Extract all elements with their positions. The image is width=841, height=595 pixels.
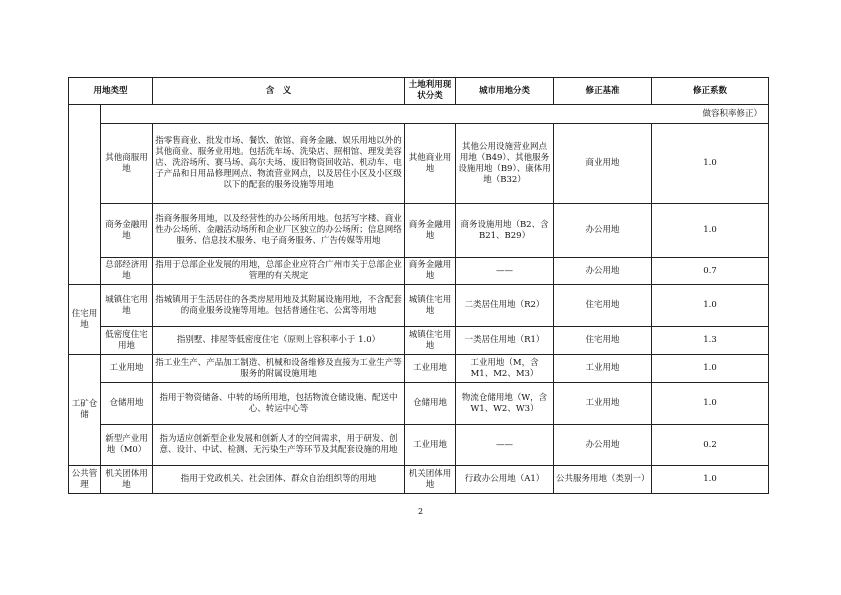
row-urban-class: —— [456, 425, 554, 466]
table-row [69, 425, 769, 466]
row-type: 城镇住宅用地 [101, 285, 153, 327]
header-current-class: 土地利用现状分类 [405, 78, 456, 105]
table-row [69, 383, 769, 425]
row-basis: 商业用地 [554, 124, 652, 204]
row-meaning: 指用于党政机关、社会团体、群众自治组织等的用地 [153, 466, 405, 494]
row-basis: 办公用地 [554, 425, 652, 466]
row-basis: 住宅用地 [554, 285, 652, 327]
table-row [69, 204, 769, 258]
table-header-row [69, 78, 769, 105]
row-current-class: 仓储用地 [405, 383, 456, 425]
row-type: 商务金融用地 [101, 204, 153, 258]
row-coefficient: 1.0 [652, 124, 769, 204]
row-coefficient: 1.0 [652, 204, 769, 258]
row-coefficient: 1.0 [652, 466, 769, 494]
row-meaning: 指用于总部企业发展的用地，总部企业应符合广州市关于总部企业管理的有关规定 [153, 258, 405, 285]
row-current-class: 商务金融用地 [405, 258, 456, 285]
row-urban-class: 一类居住用地（R1） [456, 327, 554, 355]
page-number: 2 [417, 507, 424, 516]
row-type: 机关团体用地 [101, 466, 153, 494]
row-coefficient: 1.0 [652, 383, 769, 425]
row-coefficient: 1.0 [652, 355, 769, 383]
row-current-class: 工业用地 [405, 355, 456, 383]
continuation-row [69, 105, 769, 124]
table-row [69, 285, 769, 327]
row-current-class: 其他商业用地 [405, 124, 456, 204]
row-basis: 住宅用地 [554, 327, 652, 355]
table-row [69, 258, 769, 285]
row-basis: 办公用地 [554, 204, 652, 258]
row-coefficient: 1.0 [652, 285, 769, 327]
row-meaning: 指工业生产、产品加工制造、机械和设备维修及直接为工业生产等服务的附属设施用地 [153, 355, 405, 383]
row-current-class: 机关团体用地 [405, 466, 456, 494]
table-row [69, 124, 769, 204]
row-urban-class: 商务设施用地（B2、含 B21、B29） [456, 204, 554, 258]
row-urban-class: —— [456, 258, 554, 285]
group-industrial: 工矿仓储 [69, 355, 101, 466]
group-commercial-cell [69, 105, 101, 285]
group-public: 公共管理 [69, 466, 101, 494]
row-type: 仓储用地 [101, 383, 153, 425]
table-row [69, 327, 769, 355]
row-basis: 工业用地 [554, 383, 652, 425]
row-current-class: 工业用地 [405, 425, 456, 466]
row-type: 低密度住宅用地 [101, 327, 153, 355]
row-current-class: 城镇住宅用地 [405, 327, 456, 355]
row-meaning: 指商务服务用地，以及经营性的办公场所用地。包括写字楼、商业性办公场所、金融活动场所和企业厂区独立的办公场所；信息网络服务、信息技术服务、电子商务服务、广告传媒等用地 [153, 204, 405, 258]
header-land-type: 用地类型 [69, 78, 153, 105]
row-meaning: 指为适应创新型企业发展和创新人才的空间需求，用于研发、创意、设计、中试、检测、无污染生产等环节及其配套设施的用地 [153, 425, 405, 466]
row-urban-class: 行政办公用地（A1） [456, 466, 554, 494]
row-urban-class: 工业用地（M，含 M1、M2、M3） [456, 355, 554, 383]
row-coefficient: 0.2 [652, 425, 769, 466]
table-row [69, 355, 769, 383]
row-urban-class: 其他公用设施营业网点用地（B49）、其他服务设施用地（B9）、康体用地（B32） [456, 124, 554, 204]
row-meaning: 指零售商业、批发市场、餐饮、旅馆、商务金融、娱乐用地以外的其他商业、服务业用地。包括洗车场、洗染店、照相馆、理发美容店、洗浴场所、赛马场、高尔夫场、废旧物资回收站、机动车、电子产品和日用品修理网点、物流营业网点，以及居住小区及小区级以下的配套的服务设施等用地 [153, 124, 405, 204]
row-type: 工业用地 [101, 355, 153, 383]
header-meaning: 含 义 [153, 78, 405, 105]
group-residential: 住宅用地 [69, 285, 101, 355]
row-type: 新型产业用地（M0） [101, 425, 153, 466]
land-use-table [68, 77, 769, 494]
row-meaning: 指城镇用于生活居住的各类房屋用地及其附属设施用地，不含配套的商业服务设施等用地。包括普通住宅、公寓等用地 [153, 285, 405, 327]
row-current-class: 城镇住宅用地 [405, 285, 456, 327]
table-row [69, 466, 769, 494]
row-urban-class: 二类居住用地（R2） [456, 285, 554, 327]
row-coefficient: 0.7 [652, 258, 769, 285]
row-current-class: 商务金融用地 [405, 204, 456, 258]
row-type: 总部经济用地 [101, 258, 153, 285]
header-coefficient: 修正系数 [652, 78, 769, 105]
header-urban-class: 城市用地分类 [456, 78, 554, 105]
row-coefficient: 1.3 [652, 327, 769, 355]
row-meaning: 指用于物资储备、中转的场所用地，包括物流仓储设施、配送中心、转运中心等 [153, 383, 405, 425]
continuation-blank [101, 105, 652, 124]
row-basis: 工业用地 [554, 355, 652, 383]
header-basis: 修正基准 [554, 78, 652, 105]
row-basis: 公共服务用地（类别一） [554, 466, 652, 494]
row-urban-class: 物流仓储用地（W，含 W1、W2、W3） [456, 383, 554, 425]
continuation-note: 做容积率修正） [652, 105, 769, 124]
row-basis: 办公用地 [554, 258, 652, 285]
row-meaning: 指别墅、排屋等低密度住宅（原则上容积率小于 1.0） [153, 327, 405, 355]
row-type: 其他商服用地 [101, 124, 153, 204]
